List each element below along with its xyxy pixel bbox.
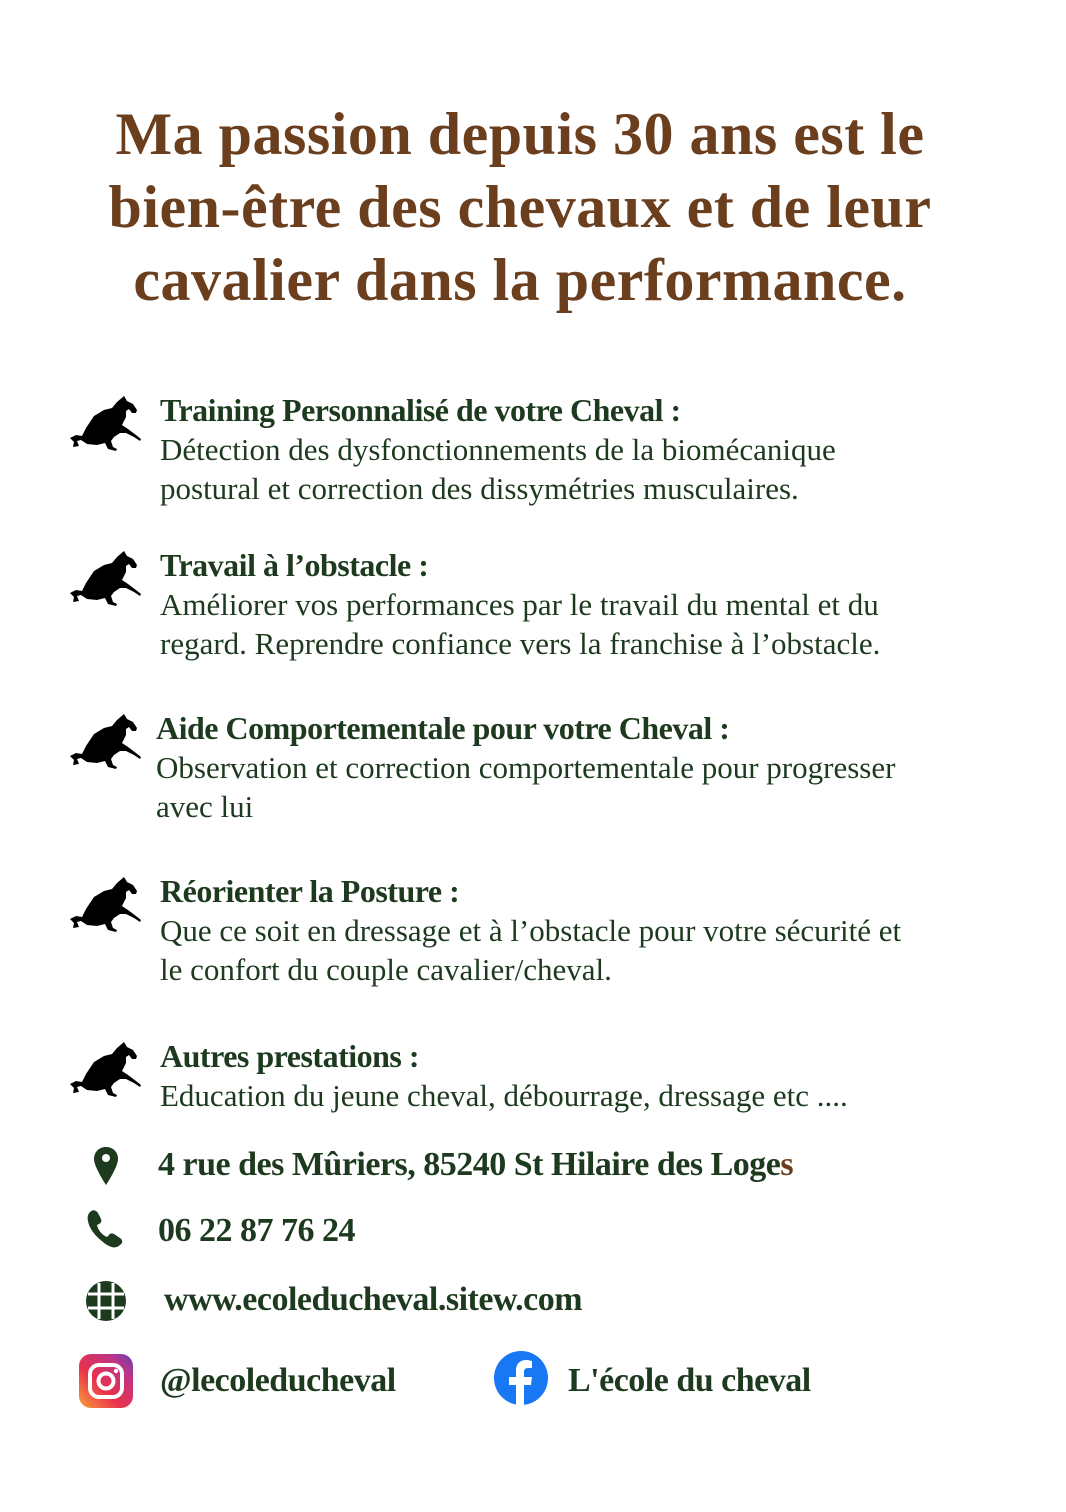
- page-title: [0, 98, 1040, 317]
- service-description: Détection des dysfonctionnements de la biomécanique: [160, 432, 836, 467]
- phone-number: 06 22 87 76 24: [158, 1212, 355, 1249]
- horse-icon: [66, 1040, 142, 1102]
- instagram-handle[interactable]: @lecoleducheval: [160, 1362, 396, 1399]
- facebook-page[interactable]: L'école du cheval: [568, 1362, 811, 1399]
- address-text-end: s: [780, 1146, 794, 1183]
- service-heading: Réorienter la Posture :: [160, 873, 460, 909]
- title-line: bien-être des chevaux et de leur: [108, 174, 932, 240]
- address-text: 4 rue des Mûriers, 85240 St Hilaire des Loge: [158, 1146, 781, 1183]
- globe-icon: [84, 1279, 128, 1323]
- service-description: postural et correction des dissymétries musculaires.: [160, 471, 799, 506]
- facebook-icon[interactable]: [493, 1350, 549, 1406]
- title-line: cavalier dans la performance.: [133, 247, 907, 313]
- service-description: Améliorer vos performances par le travail du mental et du: [160, 587, 879, 622]
- service-heading: Travail à l’obstacle :: [160, 547, 429, 583]
- service-description: Observation et correction comportementale pour progresser: [156, 750, 896, 785]
- horse-icon: [66, 875, 142, 937]
- horse-icon: [66, 549, 142, 611]
- service-heading: Aide Comportementale pour votre Cheval :: [156, 710, 730, 746]
- service-description: Que ce soit en dressage et à l’obstacle pour votre sécurité et: [160, 913, 902, 948]
- service-description: avec lui: [156, 789, 254, 824]
- horse-icon: [66, 712, 142, 774]
- service-heading: Training Personnalisé de votre Cheval :: [160, 392, 681, 428]
- service-description: regard. Reprendre confiance vers la franchise à l’obstacle.: [160, 626, 881, 661]
- service-description: Education du jeune cheval, débourrage, dressage etc ....: [160, 1078, 848, 1113]
- instagram-icon[interactable]: [79, 1354, 133, 1408]
- website-link[interactable]: www.ecoleducheval.sitew.com: [164, 1281, 583, 1318]
- service-heading: Autres prestations :: [160, 1038, 420, 1074]
- horse-icon: [66, 394, 142, 456]
- phone-icon: [84, 1208, 126, 1248]
- title-line: Ma passion depuis 30 ans est le: [115, 101, 925, 167]
- map-pin-icon: [92, 1146, 120, 1186]
- service-description: le confort du couple cavalier/cheval.: [160, 952, 612, 987]
- address: [158, 1146, 793, 1184]
